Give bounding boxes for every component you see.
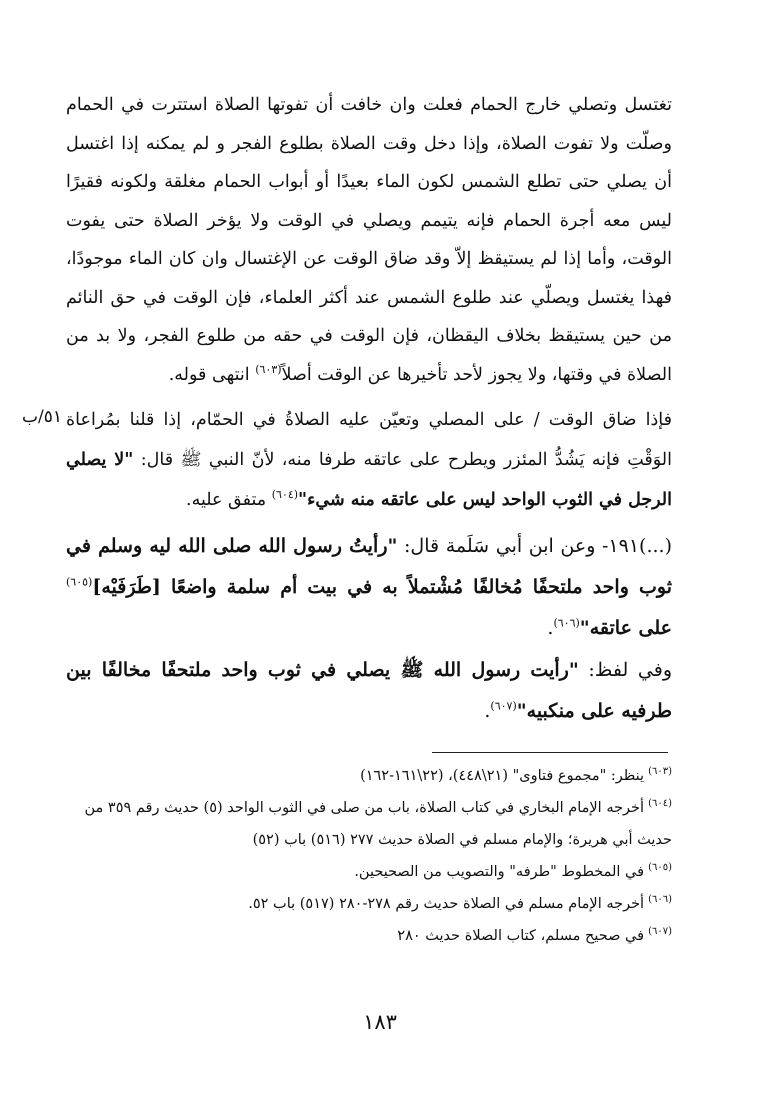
paragraph-other-wording [66,650,672,732]
paragraph-text: فإذا ضاق الوقت / على المصلي وتعيّن عليه الصلاةُ في الحمّام، إذا قلنا بمُراعاة الوَقْتِ فإنه يَشُدُّ المئزر ويطرح على عاتقه طرفا منه، لأنّ النبي ﷺ قال: [66,410,672,470]
footnote-number: (٦٠٤) [648,798,672,810]
footnote-number: (٦٠٥) [648,862,672,874]
footnote-text: في صحيح مسلم، كتاب الصلاة حديث ٢٨٠ [397,928,645,944]
paragraph-tail: انتهى قوله. [168,364,256,385]
footnote-ref-603: (٦٠٣) [255,362,282,376]
footnote-number: (٦٠٣) [648,766,672,778]
hadith-quote-end: على عاتقه" [579,617,672,639]
footnote-text: أخرجه الإمام مسلم في الصلاة حديث رقم ٢٧٨-٢٨٠ (٥١٧) باب ٥٢. [248,896,645,912]
paragraph-tail: . [547,617,554,639]
footnote-ref-607: (٦٠٧) [490,699,517,713]
footnote-603 [66,760,672,792]
manuscript-folio-marker: ٥١/ب [22,407,62,427]
footnote-text: أخرجه الإمام البخاري في كتاب الصلاة، باب من صلى في الثوب الواحد (٥) حديث رقم ٣٥٩ من حديث أبي هريرة؛ والإمام مسلم في الصلاة حديث ٢٧٧ (٥١٦) باب (٥٢) [84,800,672,848]
footnote-separator [432,752,668,753]
hadith-quote: "رأيتُ رسول الله صلى الله ليه وسلم في ثوب واحد ملتحفًا مُخالفًا مُشْتملاً به في بيت أم سلمة واضعًا [طَرَفَيْه] [66,535,672,598]
footnote-ref-604: (٦٠٤) [271,488,299,502]
page-number: ١٨٣ [363,1010,397,1034]
footnote-605 [66,856,672,888]
footnote-text: في المخطوط "طرفه" والتصويب من الصحيحين. [354,864,645,880]
footnote-604 [66,792,672,856]
paragraph-wrap-garment [66,400,672,520]
footnote-ref-606: (٦٠٦) [553,616,580,630]
hadith-quote: "رأيت رسول الله ﷺ يصلي في ثوب واحد ملتحفًا مخالفًا بين طرفيه على منكبيه" [66,659,672,722]
footnote-607 [66,920,672,952]
paragraph-tail: . [484,700,491,722]
footnote-number: (٦٠٦) [648,894,672,906]
paragraph-text: تغتسل وتصلي خارج الحمام فعلت وان خافت أن تفوتها الصلاة استترت في الحمام وصلّت ولا تفوت الصلاة، وإذا دخل وقت الصلاة بطلوع الفجر و لم يمكنه إذا اغتسل أن يصلي حتى تطلع الشمس لكون الماء بعيدًا أو أبواب الحمام مغلقة ولكونه فقيرًا ليس معه أجرة الحمام فإنه يتيمم ويصلي في الوقت ولا يؤخر الصلاة حتى يفوت الوقت، وأما إذا لم يستيقظ إلاّ وقد ضاق الوقت عن الإغتسال وان كان الماء موجودًا، فهذا يغتسل ويصلّي عند طلوع الشمس عند أكثر العلماء، فإن الوقت في حق النائم من حين يستيقظ بخلاف اليقظان، فإن الوقت في حقه من طلوع الفجر، ولا بد من الصلاة في وقتها، ولا يجوز لأحد تأخيرها عن الوقت أصلاً [66,95,672,385]
hadith-lead: وفي لفظ: [578,659,672,681]
paragraph-bathing-prayer-time [66,86,672,394]
hadith-lead: (...)١٩١- وعن ابن أبي سَلَمة قال: [397,535,672,557]
footnote-number: (٦٠٧) [648,926,672,938]
hadith-quote: "لا يصلي الرجل في الثوب الواحد ليس على عاتقه منه شيء" [66,450,672,510]
footnote-ref-605: (٦٠٥) [66,575,93,589]
footnote-606 [66,888,672,920]
paragraph-tail: متفق عليه. [186,490,272,510]
footnote-text: ينظر: "مجموع فتاوى" (٢١\٤٤٨)، (٢٢\١٦١-١٦٢) [360,768,645,784]
paragraph-hadith-191 [66,526,672,649]
footnotes [66,760,672,952]
